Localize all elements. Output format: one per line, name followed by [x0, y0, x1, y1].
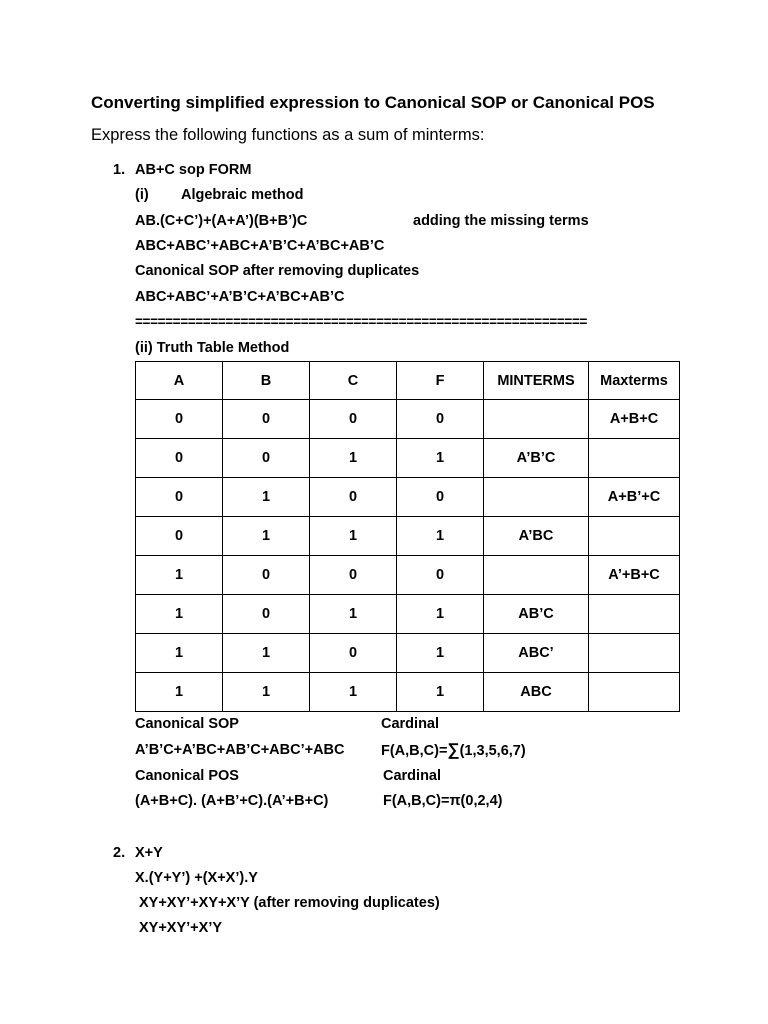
sop-cardinal-label: Cardinal [381, 716, 440, 732]
table-header-col-c: C [310, 362, 397, 400]
table-cell-col-a: 0 [136, 517, 223, 556]
table-cell-col-b: 0 [223, 439, 310, 478]
table-cell-col-minterms: A’BC [484, 517, 589, 556]
table-cell-col-minterms: AB’C [484, 595, 589, 634]
sigma-symbol: ∑ [447, 740, 460, 759]
problem-2-step-3: XY+XY’+X’Y [139, 920, 223, 936]
canonical-pos-label: Canonical POS [135, 768, 239, 784]
canonical-sop-label: Canonical SOP [135, 716, 239, 732]
problem-2-step-2: XY+XY’+XY+X’Y (after removing duplicates) [139, 895, 440, 911]
table-cell-col-f: 0 [397, 400, 484, 439]
table-cell-col-minterms [484, 556, 589, 595]
table-cell-col-minterms: ABC’ [484, 634, 589, 673]
table-row [136, 556, 680, 595]
table-row [136, 478, 680, 517]
table-cell-col-b: 0 [223, 595, 310, 634]
problem-2-title: X+Y [135, 845, 163, 861]
table-cell-col-minterms: ABC [484, 673, 589, 712]
table-row [136, 634, 680, 673]
table-cell-col-a: 1 [136, 556, 223, 595]
table-row [136, 439, 680, 478]
table-cell-col-a: 1 [136, 595, 223, 634]
pos-cardinal-expression: F(A,B,C)=π(0,2,4) [383, 793, 503, 809]
table-cell-col-minterms [484, 478, 589, 517]
intro-text: Express the following functions as a sum of minterms: [91, 126, 485, 144]
table-header-col-maxterms: Maxterms [589, 362, 680, 400]
algebraic-step-1: AB.(C+C’)+(A+A’)(B+B’)C [135, 213, 308, 229]
algebraic-step-3: Canonical SOP after removing duplicates [135, 263, 420, 279]
table-cell-col-f: 1 [397, 673, 484, 712]
method-i-label: Algebraic method [181, 187, 304, 203]
table-cell-col-maxterms [589, 439, 680, 478]
canonical-pos-expression: (A+B+C). (A+B’+C).(A’+B+C) [135, 793, 329, 809]
method-i-number: (i) [135, 187, 149, 203]
table-cell-col-a: 1 [136, 634, 223, 673]
table-cell-col-maxterms [589, 595, 680, 634]
table-cell-col-c: 0 [310, 400, 397, 439]
table-cell-col-b: 1 [223, 673, 310, 712]
table-header-col-minterms: MINTERMS [484, 362, 589, 400]
table-cell-col-maxterms: A+B+C [589, 400, 680, 439]
problem-1-number: 1. [113, 162, 126, 178]
table-cell-col-c: 0 [310, 478, 397, 517]
table-cell-col-c: 1 [310, 439, 397, 478]
truth-table [135, 361, 680, 712]
sop-cardinal-values: (1,3,5,6,7) [459, 743, 526, 759]
algebraic-step-1-note: adding the missing terms [413, 213, 589, 229]
table-cell-col-f: 0 [397, 478, 484, 517]
table-cell-col-maxterms [589, 673, 680, 712]
method-ii-label: (ii) Truth Table Method [135, 340, 290, 356]
table-cell-col-b: 1 [223, 517, 310, 556]
table-cell-col-maxterms [589, 634, 680, 673]
table-row [136, 673, 680, 712]
problem-2-step-1: X.(Y+Y’) +(X+X’).Y [135, 870, 258, 886]
table-cell-col-minterms: A’B’C [484, 439, 589, 478]
table-cell-col-b: 0 [223, 556, 310, 595]
sop-cardinal-expression [381, 741, 526, 760]
algebraic-step-2: ABC+ABC’+ABC+A’B’C+A’BC+AB’C [135, 238, 385, 254]
table-body [136, 400, 680, 712]
table-header-col-f: F [397, 362, 484, 400]
table-cell-col-f: 0 [397, 556, 484, 595]
table-cell-col-c: 1 [310, 595, 397, 634]
problem-1-title: AB+C sop FORM [135, 162, 252, 178]
table-cell-col-b: 1 [223, 478, 310, 517]
table-cell-col-c: 0 [310, 556, 397, 595]
table-cell-col-f: 1 [397, 517, 484, 556]
table-cell-col-a: 0 [136, 478, 223, 517]
table-row [136, 517, 680, 556]
pos-cardinal-label: Cardinal [383, 768, 442, 784]
algebraic-step-4: ABC+ABC’+A’B’C+A’BC+AB’C [135, 289, 345, 305]
separator-line: ============================================================ [135, 314, 588, 329]
table-cell-col-maxterms: A+B’+C [589, 478, 680, 517]
table-cell-col-f: 1 [397, 595, 484, 634]
table-cell-col-a: 0 [136, 400, 223, 439]
table-cell-col-c: 0 [310, 634, 397, 673]
table-cell-col-c: 1 [310, 517, 397, 556]
table-cell-col-maxterms: A’+B+C [589, 556, 680, 595]
table-cell-col-f: 1 [397, 439, 484, 478]
table-header-col-b: B [223, 362, 310, 400]
table-cell-col-minterms [484, 400, 589, 439]
table-cell-col-maxterms [589, 517, 680, 556]
canonical-sop-expression: A’B’C+A’BC+AB’C+ABC’+ABC [135, 742, 345, 758]
page-heading: Converting simplified expression to Canonical SOP or Canonical POS [91, 93, 655, 112]
table-cell-col-a: 1 [136, 673, 223, 712]
problem-2-number: 2. [113, 845, 126, 861]
table-cell-col-b: 1 [223, 634, 310, 673]
sop-cardinal-prefix: F(A,B,C)= [381, 743, 448, 759]
table-row [136, 400, 680, 439]
table-header-col-a: A [136, 362, 223, 400]
table-cell-col-f: 1 [397, 634, 484, 673]
table-cell-col-b: 0 [223, 400, 310, 439]
table-row [136, 595, 680, 634]
table-cell-col-c: 1 [310, 673, 397, 712]
table-cell-col-a: 0 [136, 439, 223, 478]
table-header-row [136, 362, 680, 400]
